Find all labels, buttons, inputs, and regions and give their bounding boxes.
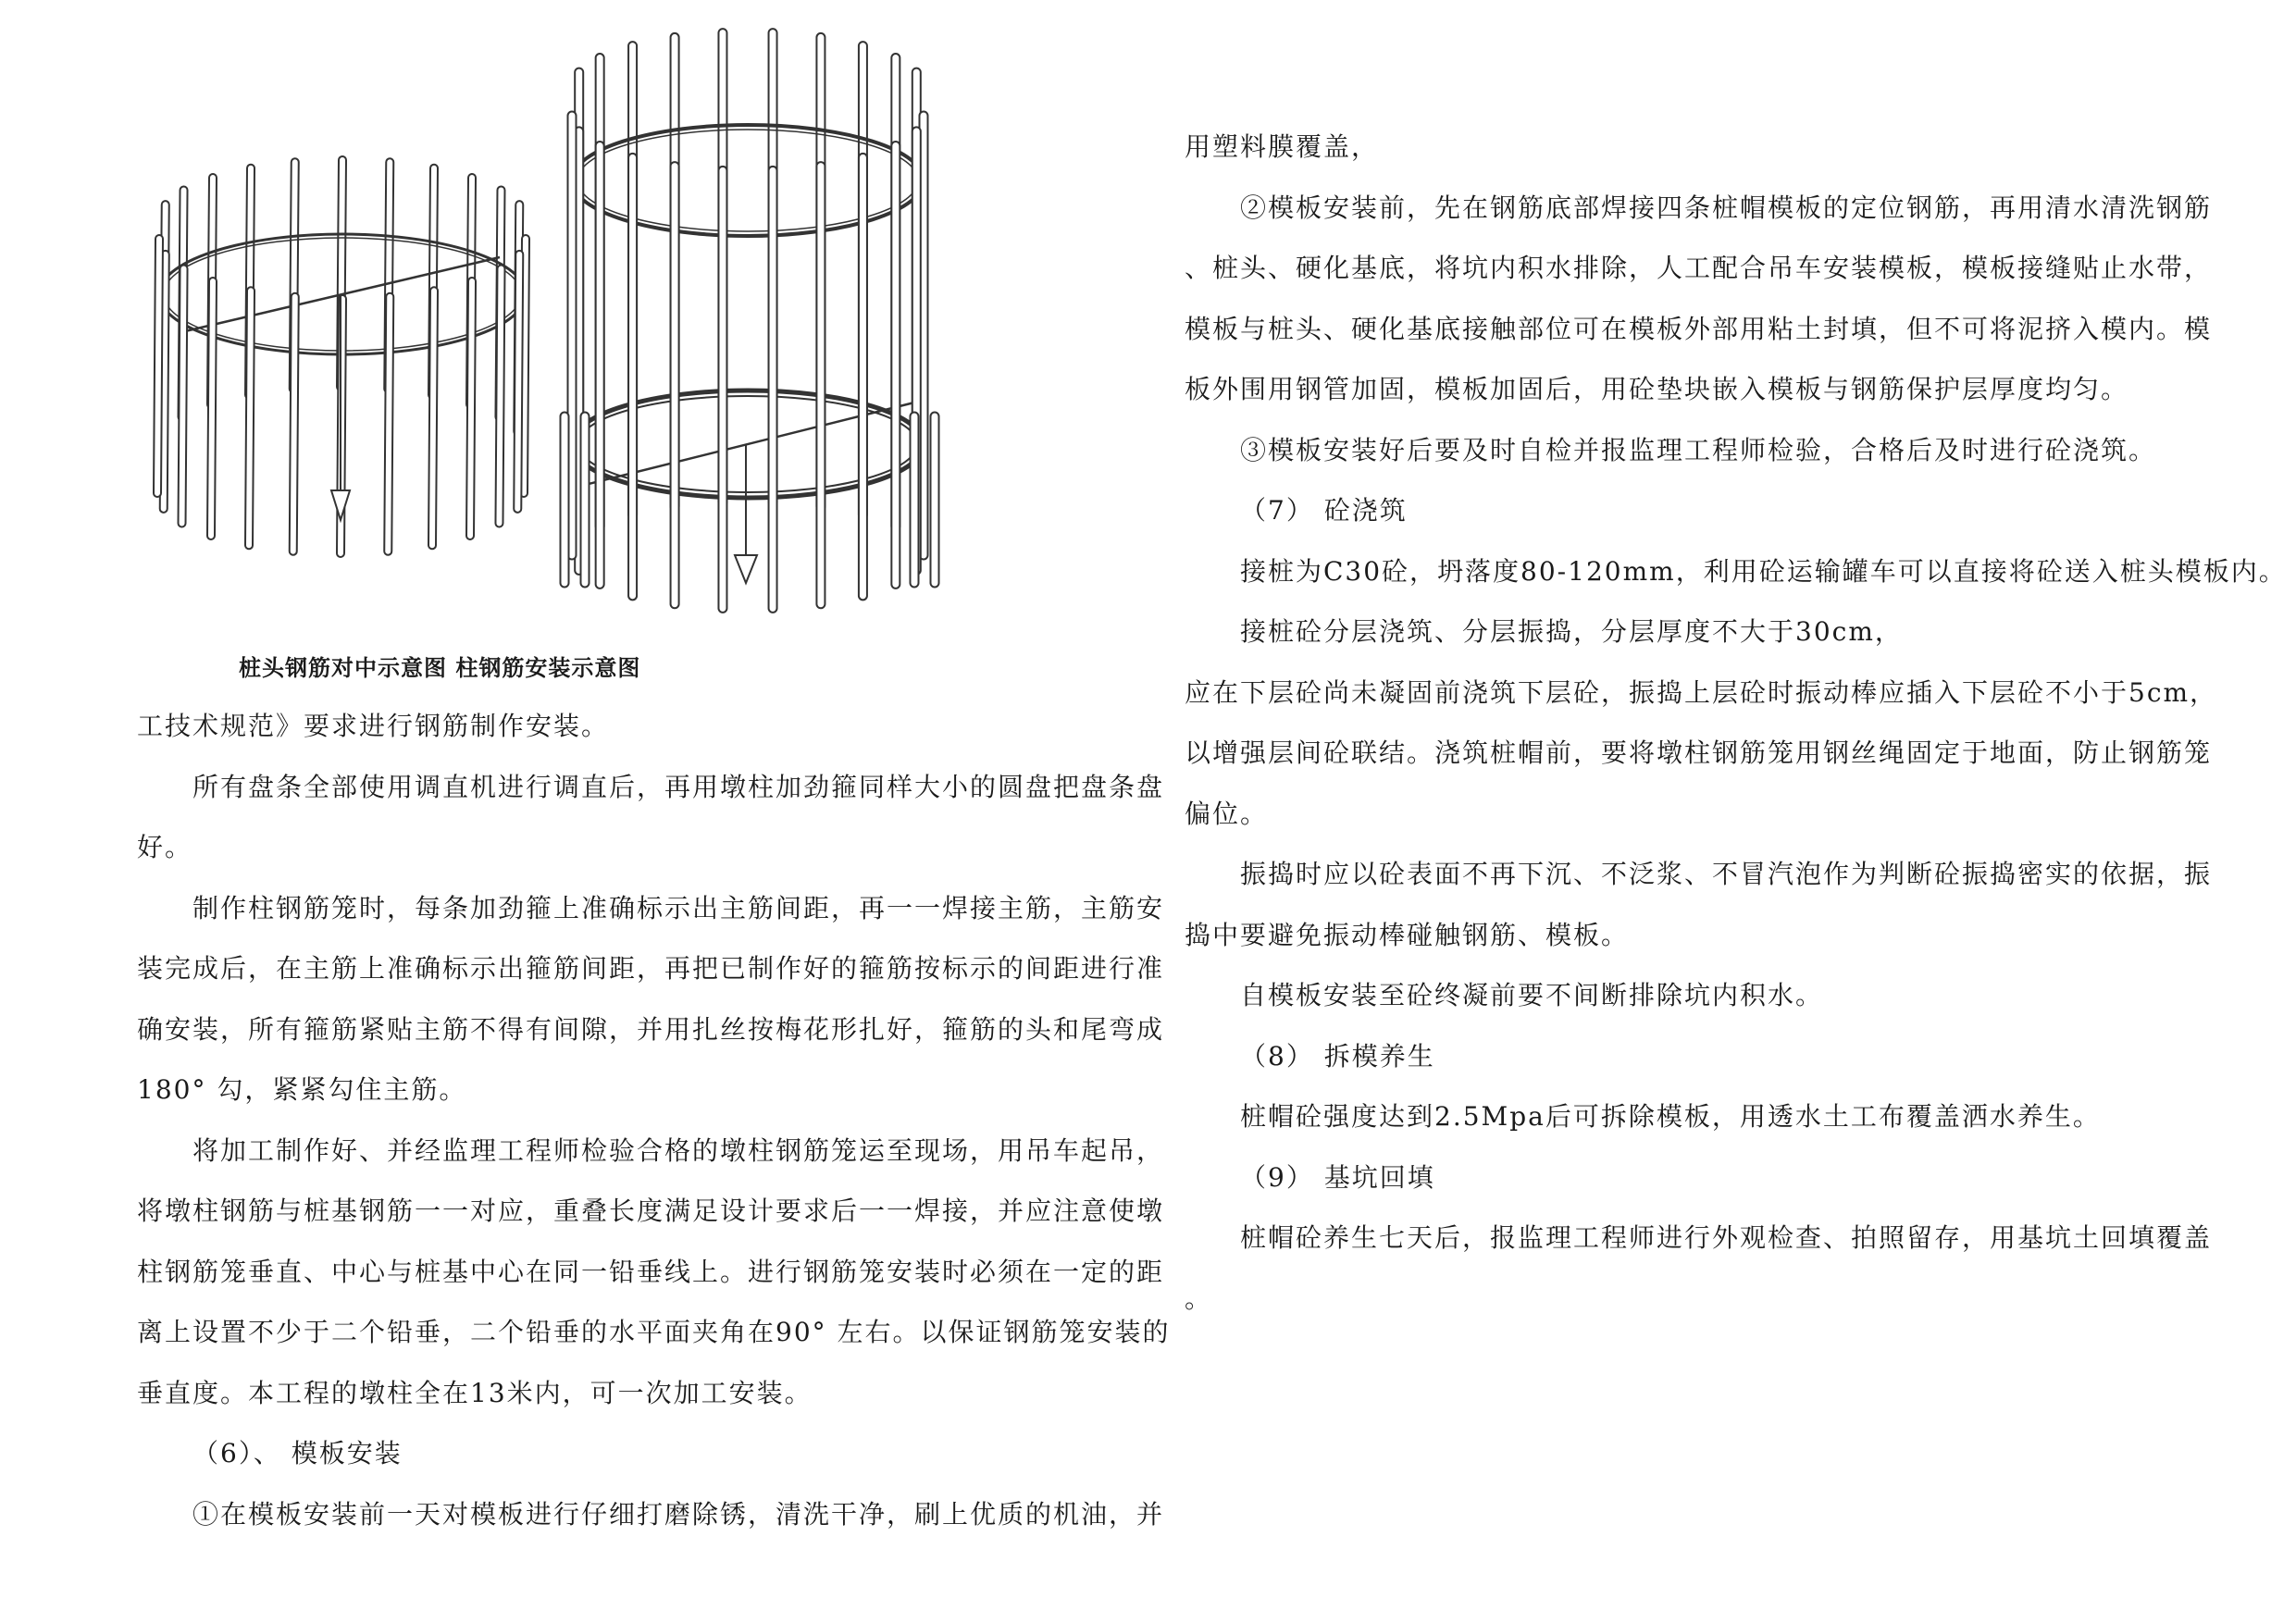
text-line: 装完成后，在主筋上准确标示出箍筋间距，再把已制作好的箍筋按标示的间距进行准 — [137, 953, 1165, 984]
left-text-column — [137, 696, 1171, 1544]
text-line: 制作柱钢筋笼时，每条加劲箍上准确标示出主筋间距，再一一焊接主筋，主筋安 — [192, 892, 1165, 923]
text-line: （8） 拆模养生 — [1240, 1040, 1435, 1072]
plumb-bob — [331, 490, 350, 520]
rebar-highlight — [524, 239, 526, 493]
text-line: 垂直度。本工程的墩柱全在13米内，可一次加工安装。 — [137, 1377, 813, 1408]
text-line: ③模板安装好后要及时自检并报监理工程师检验，合格后及时进行砼浇筑。 — [1240, 434, 2157, 465]
text-line: 接桩砼分层浇筑、分层振捣，分层厚度不大于30cm， — [1240, 616, 1903, 647]
text-line: 离上设置不少于二个铅垂，二个铅垂的水平面夹角在90° 左右。以保证钢筋笼安装的 — [137, 1317, 1171, 1347]
text-line: 柱钢筋笼垂直、中心与桩基中心在同一铅垂线上。进行钢筋笼安装时必须在一定的距 — [137, 1256, 1165, 1287]
plumb-bob — [735, 555, 757, 583]
rebar-cage-figures — [0, 0, 962, 648]
text-line: 自模板安装至砼终凝前要不间断排除坑内积水。 — [1240, 980, 1824, 1010]
figure-caption: 桩头钢筋对中示意图 柱钢筋安装示意图 — [239, 654, 641, 681]
pile-head-rebar-centering-diagram — [157, 160, 526, 553]
text-line: 捣中要避免振动棒碰触钢筋、模板。 — [1185, 919, 1630, 950]
text-line: （6）、 模板安装 — [192, 1438, 403, 1468]
right-text-column — [1185, 117, 2287, 1329]
text-line: 应在下层砼尚未凝固前浇筑下层砼，振捣上层砼时振动棒应插入下层砼不小于5cm， — [1185, 676, 2218, 708]
text-line: 好。 — [137, 832, 193, 862]
text-line: 用塑料膜覆盖， — [1185, 131, 1380, 162]
text-line: 接桩为C30砼，坍落度80-120mm，利用砼运输罐车可以直接将砼送入桩头模板内。 — [1240, 555, 2287, 587]
text-line: ②模板安装前，先在钢筋底部焊接四条桩帽模板的定位钢筋，再用清水清洗钢筋 — [1240, 192, 2213, 223]
text-line: 所有盘条全部使用调直机进行调直后，再用墩柱加劲箍同样大小的圆盘把盘条盘 — [192, 771, 1165, 802]
text-line: （9） 基坑回填 — [1240, 1161, 1435, 1193]
text-line: （7） 砼浇筑 — [1240, 495, 1408, 526]
rebar-highlight — [517, 254, 519, 509]
text-line: 桩帽砼养生七天后，报监理工程师进行外观检查、拍照留存，用基坑土回填覆盖 — [1240, 1222, 2213, 1253]
text-line: 以增强层间砼联结。浇筑桩帽前，要将墩柱钢筋笼用钢丝绳固定于地面，防止钢筋笼 — [1185, 737, 2213, 768]
rebar-highlight — [432, 291, 434, 545]
text-line: 。 — [1185, 1282, 1213, 1314]
text-line: 将墩柱钢筋与桩基钢筋一一对应，重叠长度满足设计要求后一一焊接，并应注意使墩 — [137, 1196, 1165, 1226]
text-line: 将加工制作好、并经监理工程师检验合格的墩柱钢筋笼运至现场，用吊车起吊， — [192, 1134, 1165, 1166]
rebar-highlight — [182, 269, 184, 524]
rebar-highlight — [293, 297, 295, 551]
text-line: 确安装，所有箍筋紧贴主筋不得有间隙，并用扎丝按梅花形扎好，箍筋的头和尾弯成 — [137, 1013, 1165, 1045]
rebar-highlight — [157, 239, 159, 493]
rebar-highlight — [164, 254, 166, 509]
text-line: 板外围用钢管加固，模板加固后，用砼垫块嵌入模板与钢筋保护层厚度均匀。 — [1185, 374, 2129, 404]
column-rebar-installation-diagram — [565, 33, 935, 609]
text-line: ①在模板安装前一天对模板进行仔细打磨除锈，清洗干净，刷上优质的机油，并 — [192, 1498, 1165, 1530]
text-line: 偏位。 — [1185, 798, 1269, 829]
text-line: 桩帽砼强度达到2.5Mpa后可拆除模板，用透水土工布覆盖洒水养生。 — [1240, 1101, 2101, 1132]
text-line: 180° 勾，紧紧勾住主筋。 — [137, 1074, 467, 1105]
rebar-highlight — [470, 281, 472, 536]
text-line: 工技术规范》要求进行钢筋制作安装。 — [137, 711, 610, 741]
rebar-highlight — [499, 269, 501, 524]
text-line: 、桩头、硬化基底，将坑内积水排除，人工配合吊车安装模板，模板接缝贴止水带， — [1185, 253, 2213, 283]
text-line: 模板与桩头、硬化基底接触部位可在模板外部用粘土封填，但不可将泥挤入模内。模 — [1185, 313, 2213, 344]
top-stirrup-ring — [572, 125, 924, 236]
text-line: 振捣时应以砼表面不再下沉、不泛浆、不冒汽泡作为判断砼振捣密实的依据，振 — [1240, 859, 2213, 889]
rebar-highlight — [249, 291, 251, 545]
rebar-highlight — [388, 297, 390, 551]
rebar-highlight — [211, 281, 213, 536]
